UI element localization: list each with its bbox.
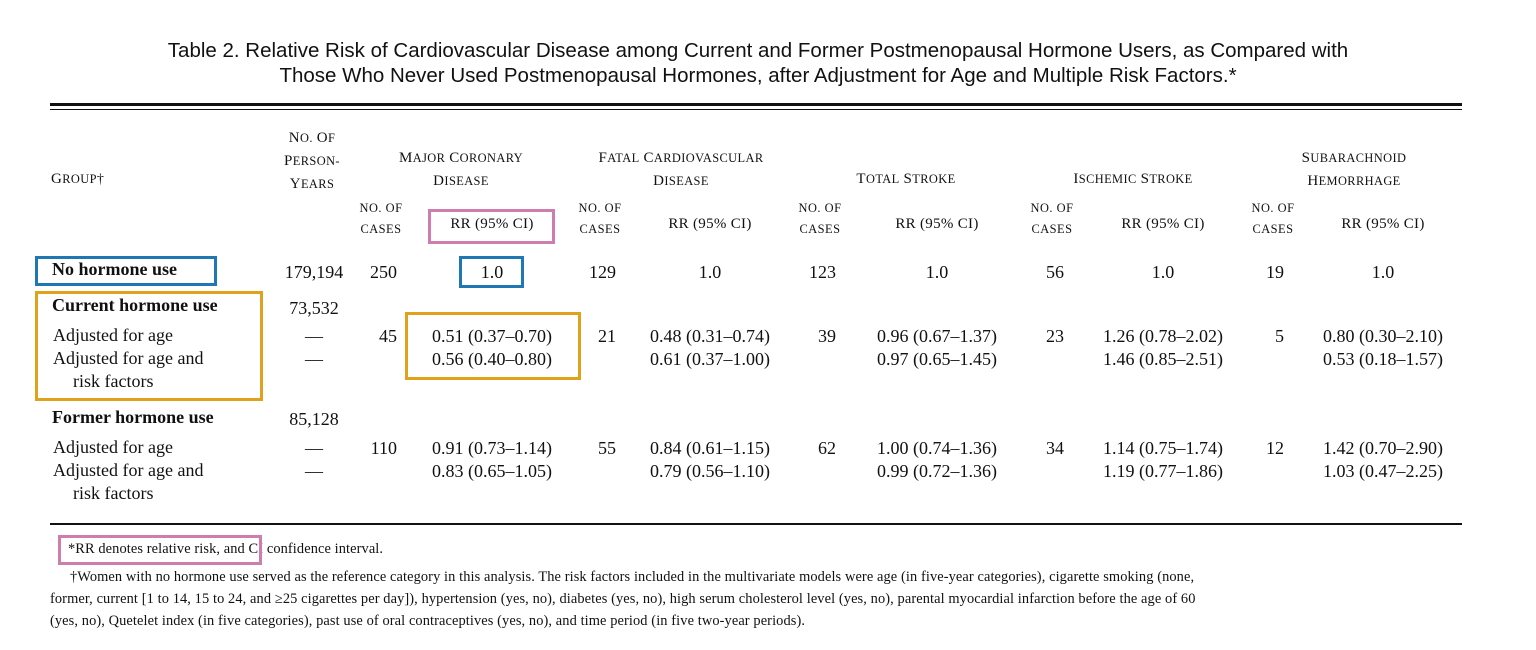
cell-former-age-sh-cases: 12 [1266,438,1284,458]
cell-former-age-mcd-cases: 110 [370,438,397,458]
highlight-box-rr-footnote [58,535,262,565]
cell-current-age-mcd-rr: 0.51 (0.37–0.70) [432,326,552,346]
cell-current-age-sh-rr: 0.80 (0.30–2.10) [1323,326,1443,346]
footnote-dagger-line-3: (yes, no), Quetelet index (in five categories), past use of oral contraceptives (yes, no), and time period (in five two-year periods). [50,613,806,629]
cell-current-age-person-years: — [305,326,323,346]
row-label-no-hormone-use: No hormone use [52,259,177,279]
cell-current-age-sh-cases: 5 [1275,326,1284,346]
cell-former-risk-fcd-rr: 0.79 (0.56–1.10) [650,461,770,481]
row-label-current-risk-cont: risk factors [73,371,154,391]
highlight-box-no-hormone-rr [459,256,524,288]
cell-former-age-ts-rr: 1.00 (0.74–1.36) [877,438,997,458]
cell-current-risk-person-years: — [305,349,323,369]
cell-current-age-mcd-cases: 45 [379,326,397,346]
row-label-current-hormone-use: Current hormone use [52,295,218,315]
highlight-box-no-hormone-label [35,256,217,286]
cell-no-use-fcd-rr: 1.0 [698,262,722,282]
subheader-cases-ts: NO. OF CASES [798,201,842,236]
subheader-rr-fcd: RR (95% CI) [668,216,752,232]
cell-former-risk-person-years: — [305,461,323,481]
cell-former-age-sh-rr: 1.42 (0.70–2.90) [1323,438,1443,458]
header-person-years: NO. OF PERSON- YEARS [284,130,340,192]
highlight-box-current-hormone-group [35,291,263,401]
cell-current-age-is-cases: 23 [1046,326,1064,346]
highlight-box-rr-header [428,209,555,244]
cell-former-age-ts-cases: 62 [818,438,836,458]
cell-current-risk-fcd-rr: 0.61 (0.37–1.00) [650,349,770,369]
cell-current-age-ts-rr: 0.96 (0.67–1.37) [877,326,997,346]
highlight-box-current-mcd-rr [405,312,581,380]
top-rule-thick [50,103,1462,106]
title-line-2: Those Who Never Used Postmenopausal Hormones, after Adjustment for Age and Multiple Risk Factors.* [279,64,1237,87]
cell-current-age-ts-cases: 39 [818,326,836,346]
row-label-former-risk-cont: risk factors [73,483,154,503]
cell-current-age-fcd-cases: 21 [598,326,616,346]
subheader-cases-sh: NO. OF CASES [1251,201,1295,236]
cell-current-person-years: 73,532 [289,298,339,318]
cell-no-use-ts-cases: 123 [809,262,836,282]
cell-former-risk-sh-rr: 1.03 (0.47–2.25) [1323,461,1443,481]
bottom-rule [50,523,1462,525]
header-fatal-cvd: FATAL CARDIOVASCULAR DISEASE [598,150,764,189]
subheader-rr-is: RR (95% CI) [1121,216,1205,232]
cell-former-risk-is-rr: 1.19 (0.77–1.86) [1103,461,1223,481]
subheader-rr-ts: RR (95% CI) [895,216,979,232]
table-title [40,38,1476,88]
cell-no-use-ts-rr: 1.0 [925,262,949,282]
row-label-former-risk: Adjusted for age and [53,460,204,480]
top-rule-thin [50,109,1462,110]
header-ischemic-stroke: ISCHEMIC STROKE [1073,171,1193,187]
footnote-dagger-line-1: †Women with no hormone use served as the reference category in this analysis. The risk factors included in the multivariate models were age (in five-year categories), cigarette smoking (none, [70,569,1195,585]
header-total-stroke: TOTAL STROKE [856,171,956,187]
footnote-dagger-line-2: former, current [1 to 14, 15 to 24, and ≥25 cigarettes per day]), hypertension (yes, no), diabetes (yes, no), high serum cholesterol level (yes, no), parental myocardial infarction before the age of 60 [50,591,1196,607]
cell-no-use-sh-rr: 1.0 [1371,262,1395,282]
header-group: GROUP† [51,171,105,187]
cell-current-age-is-rr: 1.26 (0.78–2.02) [1103,326,1223,346]
title-line-1: Table 2. Relative Risk of Cardiovascular Disease among Current and Former Postmenopausal Hormone Users, as Compared with [167,39,1349,62]
row-label-former-age: Adjusted for age [53,437,173,457]
subheader-cases-mcd: NO. OF CASES [359,201,403,236]
cell-current-risk-ts-rr: 0.97 (0.65–1.45) [877,349,997,369]
footnote-star-highlight: *RR denotes relative risk, [68,541,221,557]
cell-no-use-is-cases: 56 [1046,262,1064,282]
cell-no-use-mcd-rr: 1.0 [480,262,504,282]
header-subarachnoid: SUBARACHNOID HEMORRHAGE [1301,150,1407,189]
cell-former-age-person-years: — [305,438,323,458]
cell-no-use-person-years: 179,194 [284,262,344,282]
cell-former-age-is-rr: 1.14 (0.75–1.74) [1103,438,1223,458]
cell-current-risk-sh-rr: 0.53 (0.18–1.57) [1323,349,1443,369]
cell-former-age-is-cases: 34 [1046,438,1064,458]
subheader-cases-is: NO. OF CASES [1030,201,1074,236]
cell-current-age-fcd-rr: 0.48 (0.31–0.74) [650,326,770,346]
header-major-coronary: MAJOR CORONARY DISEASE [398,150,524,189]
cell-former-age-mcd-rr: 0.91 (0.73–1.14) [432,438,552,458]
cell-no-use-sh-cases: 19 [1266,262,1284,282]
cell-current-risk-mcd-rr: 0.56 (0.40–0.80) [432,349,552,369]
footnote-star-rest: and CI confidence interval. [220,541,384,557]
cell-no-use-mcd-cases: 250 [370,262,397,282]
subheader-rr-sh: RR (95% CI) [1341,216,1425,232]
cell-current-risk-is-rr: 1.46 (0.85–2.51) [1103,349,1223,369]
row-label-former-hormone-use: Former hormone use [52,407,214,427]
subheader-cases-fcd: NO. OF CASES [578,201,622,236]
cell-former-risk-ts-rr: 0.99 (0.72–1.36) [877,461,997,481]
row-label-current-age: Adjusted for age [53,325,173,345]
row-label-current-risk: Adjusted for age and [53,348,204,368]
cell-former-person-years: 85,128 [289,409,339,429]
cell-no-use-is-rr: 1.0 [1151,262,1175,282]
subheader-rr-mcd: RR (95% CI) [450,216,534,232]
cell-former-age-fcd-cases: 55 [598,438,616,458]
cell-former-risk-mcd-rr: 0.83 (0.65–1.05) [432,461,552,481]
cell-no-use-fcd-cases: 129 [589,262,616,282]
cell-former-age-fcd-rr: 0.84 (0.61–1.15) [650,438,770,458]
